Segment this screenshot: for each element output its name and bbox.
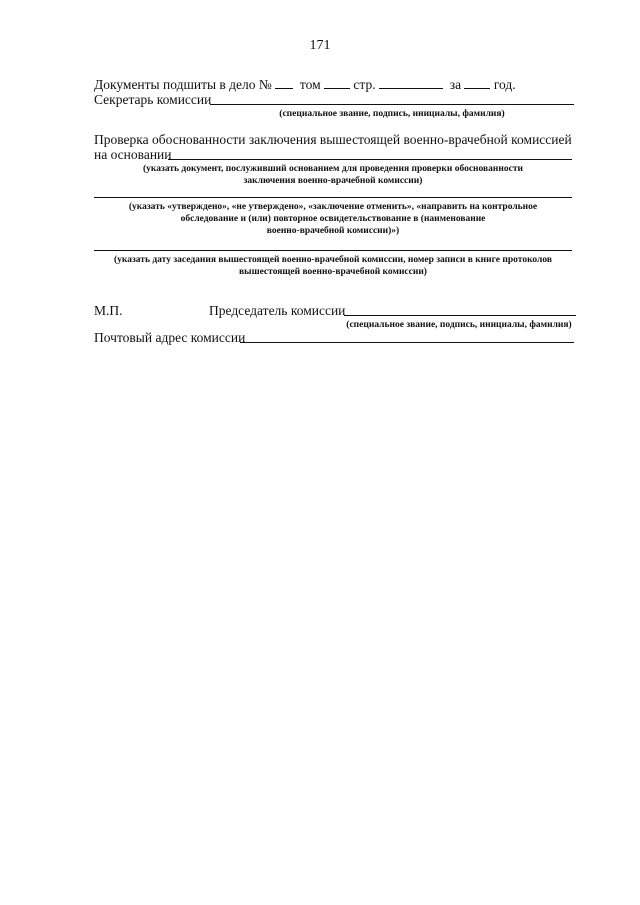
seal-label: М.П. [94, 303, 123, 318]
secretary-signature-field[interactable] [210, 104, 574, 105]
za-label: за [449, 77, 462, 92]
decision-field[interactable] [94, 197, 572, 198]
address-field[interactable] [240, 342, 574, 343]
note-decision-line-1: (указать «утверждено», «не утверждено», «заключение отменить», «направить на контрольное [128, 202, 538, 212]
basis-field[interactable] [168, 159, 572, 160]
note-date-line-1: (указать дату заседания вышестоящей военно-врачебной комиссии, номер записи в книге протоколов [113, 255, 553, 265]
secretary-note: (специальное звание, подпись, инициалы, фамилия) [279, 109, 505, 119]
note-decision-line-2: обследование и (или) повторное освидетельствование в (наименование [180, 214, 486, 224]
chairman-signature-field[interactable] [344, 315, 576, 316]
chairman-note: (специальное звание, подпись, инициалы, фамилия) [346, 320, 572, 330]
note-date-line-2: вышестоящей военно-врачебной комиссии) [239, 267, 427, 277]
str-label: стр. [353, 77, 376, 92]
year-label: год. [493, 77, 516, 92]
address-label: Почтовый адрес комиссии [94, 330, 246, 345]
note-decision-line-3: военно-врачебной комиссии)») [266, 226, 400, 236]
basis-label: на основании [94, 147, 172, 162]
chairman-label: Председатель комиссии [209, 303, 346, 318]
pages-field[interactable] [379, 76, 443, 89]
documents-line [94, 76, 516, 93]
year-field[interactable] [464, 76, 490, 89]
case-number-field[interactable] [275, 76, 293, 89]
note-document-line-2: заключения военно-врачебной комиссии) [243, 176, 423, 186]
note-document-line-1: (указать документ, послуживший основанием для проведения проверки обоснованности [143, 164, 523, 174]
documents-prefix: Документы подшиты в дело № [94, 77, 272, 92]
review-heading: Проверка обоснованности заключения вышестоящей военно-врачебной комиссией [94, 132, 572, 147]
tom-label: том [299, 77, 321, 92]
secretary-label: Секретарь комиссии [94, 92, 212, 107]
meeting-date-field[interactable] [94, 250, 572, 251]
tom-field[interactable] [324, 76, 350, 89]
page-number: 171 [309, 38, 331, 53]
